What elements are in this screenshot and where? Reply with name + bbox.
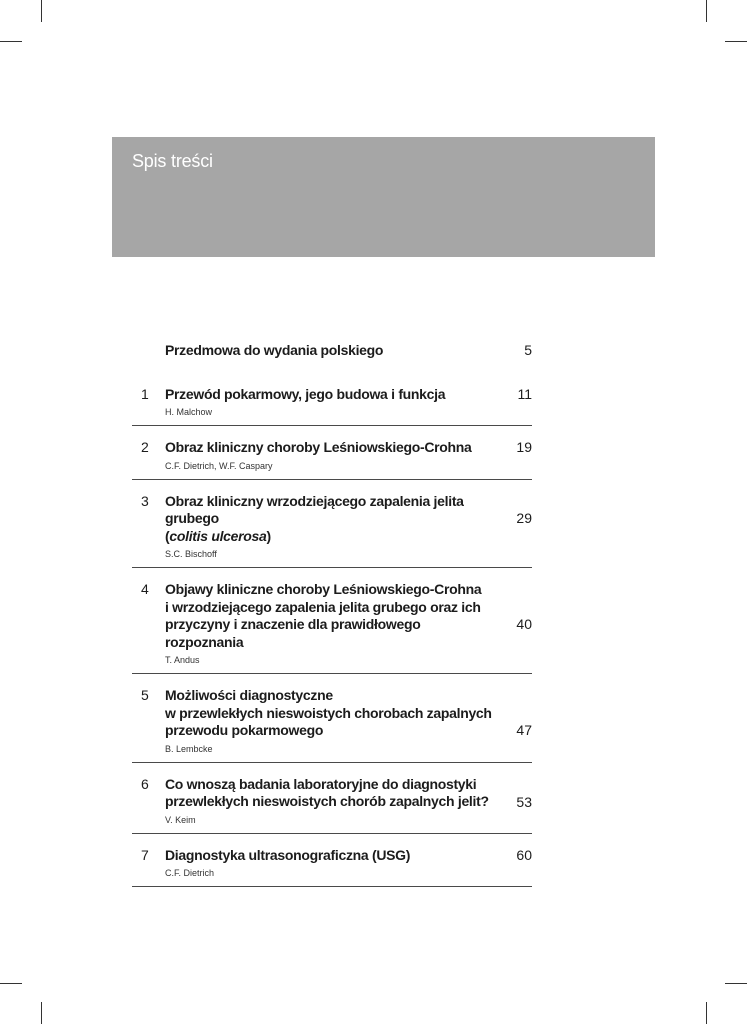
toc-entry-number: 4	[141, 581, 149, 597]
toc-entry-number: 3	[141, 492, 149, 509]
crop-mark	[0, 983, 22, 984]
toc-entry-page: 29	[516, 509, 532, 526]
toc-entry[interactable]	[132, 380, 532, 427]
toc-entry-title: Przewód pokarmowy, jego budowa i funkcja	[165, 385, 446, 402]
toc-entry-author: B. Lembcke	[165, 743, 213, 754]
toc-entry-page: 11	[517, 385, 532, 402]
crop-mark	[725, 41, 747, 42]
toc-entry-number: 5	[141, 687, 149, 703]
header-band	[112, 137, 655, 257]
toc-entry-page: 53	[516, 793, 532, 810]
toc-entry-title: Obraz kliniczny choroby Leśniowskiego-Crohna	[165, 439, 472, 455]
toc-entry-italic: colitis ulcerosa	[169, 527, 267, 544]
toc-entry-number: 6	[141, 775, 149, 792]
toc-entry-author: C.F. Dietrich, W.F. Caspary	[165, 460, 273, 471]
toc-entry-page: 19	[516, 439, 532, 455]
toc-entry-title-line: i wrzodziejącego zapalenia jelita grubego oraz ich	[165, 598, 481, 615]
paren-open: (	[165, 527, 170, 544]
toc-entry-author: V. Keim	[165, 814, 196, 825]
page-title: Spis treści	[132, 151, 213, 171]
toc-entry[interactable]	[132, 763, 532, 834]
toc-entry-title-line: przewodu pokarmowego	[165, 722, 324, 738]
toc-entry-title: Objawy kliniczne choroby Leśniowskiego-Crohna	[165, 581, 482, 597]
toc-entry-page: 47	[516, 722, 532, 738]
toc-entry-number: 7	[141, 846, 149, 863]
toc-entry[interactable]	[132, 674, 532, 763]
table-of-contents	[132, 336, 532, 887]
toc-entry[interactable]	[132, 480, 532, 569]
toc-entry-title-line: przewlekłych nieswoistych chorób zapalnych jelit?	[165, 793, 489, 809]
toc-entry-title-line	[165, 528, 496, 546]
crop-mark	[41, 0, 42, 22]
toc-entry-title: Przedmowa do wydania polskiego	[165, 342, 384, 358]
toc-entry-title: Możliwości diagnostyczne	[165, 687, 333, 703]
crop-mark	[0, 41, 22, 42]
toc-entry-title-line: w przewlekłych nieswoistych chorobach zapalnych	[165, 704, 492, 721]
toc-entry-title: Diagnostyka ultrasonograficzna (USG)	[165, 846, 411, 863]
toc-entry-page: 40	[516, 616, 532, 632]
paren-close: )	[266, 527, 271, 544]
toc-entry[interactable]	[132, 568, 532, 674]
toc-entry[interactable]	[132, 426, 532, 480]
toc-entry-author: C.F. Dietrich	[165, 868, 215, 878]
toc-entry-page: 5	[524, 342, 532, 358]
toc-entry-author: T. Andus	[165, 655, 200, 665]
crop-mark	[41, 1002, 42, 1024]
crop-mark	[725, 983, 747, 984]
crop-mark	[706, 0, 707, 22]
toc-entry-author: H. Malchow	[165, 407, 213, 417]
toc-entry-title: Co wnoszą badania laboratoryjne do diagnostyki	[165, 775, 477, 792]
crop-mark	[706, 1002, 707, 1024]
toc-entry-title-line: przyczyny i znaczenie dla prawidłowego rozpoznania	[165, 616, 421, 650]
toc-entry-page: 60	[516, 846, 532, 863]
toc-entry-title: Obraz kliniczny wrzodziejącego zapalenia jelita grubego	[165, 492, 464, 526]
toc-entry-preface[interactable]	[132, 336, 532, 367]
toc-entry-number: 1	[141, 385, 149, 402]
toc-entry-author: S.C. Bischoff	[165, 549, 217, 559]
toc-entry[interactable]	[132, 834, 532, 888]
toc-entry-number: 2	[141, 439, 149, 455]
